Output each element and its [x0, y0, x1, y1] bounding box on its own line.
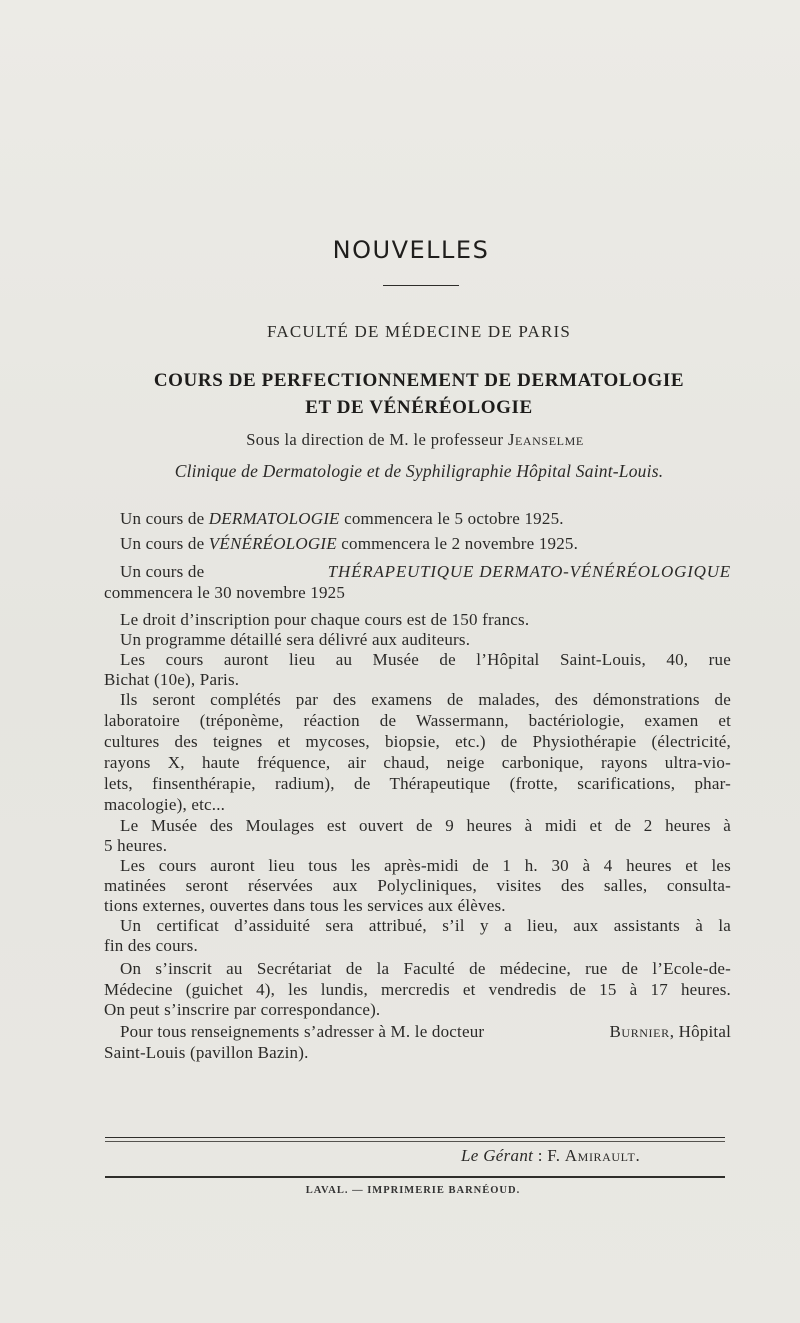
course-prefix: Un cours de: [120, 534, 209, 553]
body-line: On s’inscrit au Secrétariat de la Faculté de médecine, rue de l’Ecole-de-: [120, 959, 731, 978]
body-line: tions externes, ouvertes dans tous les services aux élèves.: [104, 896, 506, 915]
contact-doctor: [609, 1022, 731, 1042]
body-line: Les cours auront lieu tous les après-midi de 1 h. 30 à 4 heures et les: [120, 856, 731, 875]
gerant-line: [0, 1146, 640, 1166]
body-line: 5 heures.: [104, 836, 168, 855]
body-line: Les cours auront lieu au Musée de l’Hôpital Saint-Louis, 40, rue: [120, 650, 731, 669]
footer-rule-top: [105, 1137, 725, 1138]
body-line: macologie), etc...: [104, 795, 226, 814]
body-line: Ils seront complétés par des examens de malades, des démonstrations de: [120, 690, 731, 709]
printer-line: LAVAL. — IMPRIMERIE BARNÉOUD.: [305, 1185, 521, 1196]
body-line: Le droit d’inscription pour chaque cours est de 150 francs.: [120, 610, 530, 629]
course-venereologie: [120, 534, 578, 554]
course-title-line-2: ET DE VÉNÉRÉOLOGIE: [305, 397, 533, 418]
body-line: On peut s’inscrire par correspondance).: [104, 1000, 381, 1019]
course-prefix: Un cours de: [120, 562, 205, 581]
course-title-line-1: COURS DE PERFECTIONNEMENT DE DERMATOLOGIE: [153, 370, 685, 391]
body-line-contact: [120, 1022, 731, 1042]
body-line: matinées seront réservées aux Polycliniques, visites des salles, consulta-: [104, 876, 731, 895]
course-subject: DERMATOLOGIE: [208, 509, 340, 528]
footer-rule-top-thin: [105, 1141, 725, 1142]
body-line: lets, finsenthérapie, radium), de Thérapeutique (frotte, scarifications, phar-: [104, 774, 731, 793]
course-suffix: commencera le 2 novembre 1925.: [336, 534, 579, 553]
direction-prefix: Sous la direction de M. le professeur: [246, 430, 504, 449]
body-line: fin des cours.: [104, 936, 198, 955]
gerant-name: Amirault: [564, 1146, 636, 1165]
body-line: Un programme détaillé sera délivré aux auditeurs.: [120, 630, 471, 649]
body-line: cultures des teignes et mycoses, biopsie, etc.) de Physiothérapie (électricité,: [104, 732, 731, 751]
body-line: Un certificat d’assiduité sera attribué, s’il y a lieu, aux assistants à la: [120, 916, 731, 935]
clinique-line: Clinique de Dermatologie et de Syphiligraphie Hôpital Saint-Louis.: [174, 461, 664, 481]
body-line: rayons X, haute fréquence, air chaud, neige carbonique, rayons ultra-vio-: [104, 753, 731, 772]
body-line: Médecine (guichet 4), les lundis, mercredis et vendredis de 15 à 17 heures.: [104, 980, 731, 999]
body-line: laboratoire (tréponème, réaction de Wassermann, bactériologie, examen et: [104, 711, 731, 730]
course-dermatologie: [120, 509, 564, 529]
course-suffix: commencera le 5 octobre 1925.: [339, 509, 564, 528]
contact-prefix: Pour tous renseignements s’adresser à M. le docteur: [120, 1022, 485, 1041]
course-subject: VÉNÉRÉOLOGIE: [208, 534, 337, 553]
faculty-heading: FACULTÉ DE MÉDECINE DE PARIS: [266, 322, 572, 341]
direction-line: [0, 430, 800, 450]
course-prefix: Un cours de: [120, 509, 209, 528]
title-rule: [383, 285, 459, 286]
body-line: Saint-Louis (pavillon Bazin).: [104, 1043, 309, 1062]
gerant-sep: : F.: [533, 1146, 565, 1165]
gerant-end: .: [635, 1146, 640, 1165]
hospital-label: , Hôpital: [669, 1022, 731, 1041]
footer-rule-bottom: [105, 1176, 725, 1178]
professor-name: Jeanselme: [507, 430, 584, 449]
course-therapeutique: [120, 562, 731, 582]
body-line: Bichat (10e), Paris.: [104, 670, 240, 689]
gerant-label: Le Gérant: [461, 1146, 534, 1165]
doctor-name: Burnier: [609, 1022, 670, 1041]
course-therapeutique-continuation: commencera le 30 novembre 1925: [104, 583, 346, 602]
body-line: Le Musée des Moulages est ouvert de 9 heures à midi et de 2 heures à: [120, 816, 731, 835]
course-subject: THÉRAPEUTIQUE DERMATO-VÉNÉRÉOLOGIQUE: [327, 562, 731, 581]
section-title: NOUVELLES: [332, 236, 490, 264]
